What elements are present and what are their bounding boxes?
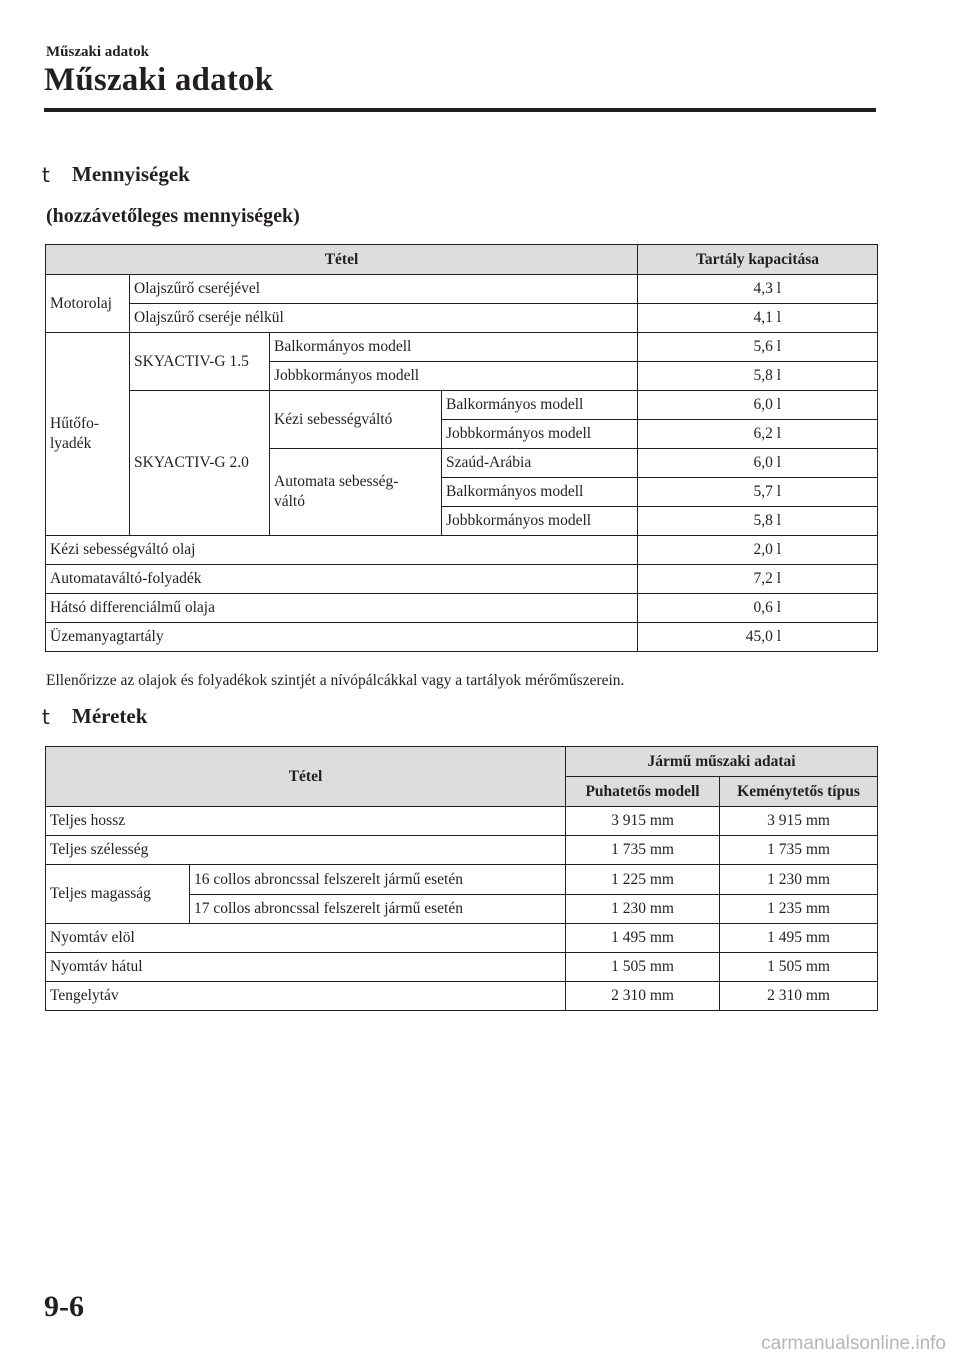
capacities-subheading: (hozzávetőleges mennyiségek): [46, 205, 300, 227]
g20-auto-rhd-value: 5,8 l: [638, 507, 878, 536]
table-row: [46, 304, 878, 333]
table-row: [46, 807, 878, 836]
table-row: [46, 836, 878, 865]
height-r16-label: 16 collos abroncssal felszerelt jármű esetén: [190, 865, 566, 895]
height-r17-soft: 1 230 mm: [566, 895, 720, 924]
track-rear-hard: 1 505 mm: [720, 953, 878, 982]
dimensions-heading: [42, 704, 147, 729]
height-r16-soft: 1 225 mm: [566, 865, 720, 895]
breadcrumb: Műszaki adatok: [46, 44, 149, 60]
g20-auto-lhd-value: 5,7 l: [638, 478, 878, 507]
header-item: Tétel: [46, 245, 638, 275]
engine-oil-label: Motorolaj: [46, 275, 130, 333]
table-row: [46, 275, 878, 304]
header-vehicle-specs: Jármű műszaki adatai: [566, 747, 878, 777]
capacities-note: Ellenőrizze az olajok és folyadékok szintjét a nívópálcákkal vagy a tartályok mérőműszerein.: [46, 672, 625, 689]
track-rear-label: Nyomtáv hátul: [46, 953, 566, 982]
other-value: 45,0 l: [638, 623, 878, 652]
coolant-label: Hűtőfo- lyadék: [46, 333, 130, 536]
header-item: Tétel: [46, 747, 566, 807]
g20-manual-rhd-value: 6,2 l: [638, 420, 878, 449]
track-front-hard: 1 495 mm: [720, 924, 878, 953]
g15-rhd: Jobbkormányos modell: [270, 362, 638, 391]
section-marker-icon: t: [42, 704, 50, 729]
table-row: [46, 333, 878, 362]
g20-manual-label: Kézi sebességváltó: [270, 391, 442, 449]
track-rear-soft: 1 505 mm: [566, 953, 720, 982]
table-row: [46, 594, 878, 623]
wheelbase-soft: 2 310 mm: [566, 982, 720, 1011]
height-r17-hard: 1 235 mm: [720, 895, 878, 924]
width-hard: 1 735 mm: [720, 836, 878, 865]
other-label: Kézi sebességváltó olaj: [46, 536, 638, 565]
table-row: [46, 391, 878, 420]
table-row: [46, 924, 878, 953]
capacities-heading: [42, 162, 190, 187]
g15-rhd-value: 5,8 l: [638, 362, 878, 391]
track-front-label: Nyomtáv elöl: [46, 924, 566, 953]
header-capacity: Tartály kapacitása: [638, 245, 878, 275]
other-label: Automataváltó-folyadék: [46, 565, 638, 594]
page-title: Műszaki adatok: [44, 62, 274, 98]
table-row: [46, 953, 878, 982]
width-label: Teljes szélesség: [46, 836, 566, 865]
wheelbase-hard: 2 310 mm: [720, 982, 878, 1011]
g20-auto-saudi-value: 6,0 l: [638, 449, 878, 478]
header-hard-top: Keménytetős típus: [720, 777, 878, 807]
section-marker-icon: t: [42, 162, 50, 187]
oil-with-filter: Olajszűrő cseréjével: [130, 275, 638, 304]
title-divider: [44, 108, 876, 112]
g20-manual-lhd-value: 6,0 l: [638, 391, 878, 420]
height-label: Teljes magasság: [46, 865, 190, 924]
length-label: Teljes hossz: [46, 807, 566, 836]
table-row: [46, 623, 878, 652]
g20-auto-label: Automata sebesség- váltó: [270, 449, 442, 536]
oil-with-filter-value: 4,3 l: [638, 275, 878, 304]
length-soft: 3 915 mm: [566, 807, 720, 836]
table-header-row: [46, 245, 878, 275]
g20-auto-rhd: Jobbkormányos modell: [442, 507, 638, 536]
height-r16-hard: 1 230 mm: [720, 865, 878, 895]
capacities-heading-text: Mennyiségek: [72, 162, 190, 186]
header-soft-top: Puhatetős modell: [566, 777, 720, 807]
other-value: 7,2 l: [638, 565, 878, 594]
width-soft: 1 735 mm: [566, 836, 720, 865]
watermark: carmanualsonline.info: [761, 1333, 946, 1354]
dimensions-table: [45, 746, 878, 1011]
other-value: 0,6 l: [638, 594, 878, 623]
g20-auto-saudi: Szaúd-Arábia: [442, 449, 638, 478]
table-row: [46, 565, 878, 594]
other-value: 2,0 l: [638, 536, 878, 565]
dimensions-heading-text: Méretek: [72, 704, 148, 728]
g15-label: SKYACTIV-G 1.5: [130, 333, 270, 391]
table-row: [46, 865, 878, 895]
g20-manual-rhd: Jobbkormányos modell: [442, 420, 638, 449]
g20-auto-lhd: Balkormányos modell: [442, 478, 638, 507]
wheelbase-label: Tengelytáv: [46, 982, 566, 1011]
capacities-table: [45, 244, 878, 652]
table-header-row: [46, 747, 878, 777]
height-r17-label: 17 collos abroncssal felszerelt jármű esetén: [190, 895, 566, 924]
g15-lhd-value: 5,6 l: [638, 333, 878, 362]
track-front-soft: 1 495 mm: [566, 924, 720, 953]
g20-manual-lhd: Balkormányos modell: [442, 391, 638, 420]
g15-lhd: Balkormányos modell: [270, 333, 638, 362]
g20-label: SKYACTIV-G 2.0: [130, 391, 270, 536]
other-label: Hátsó differenciálmű olaja: [46, 594, 638, 623]
table-row: [46, 982, 878, 1011]
length-hard: 3 915 mm: [720, 807, 878, 836]
oil-without-filter: Olajszűrő cseréje nélkül: [130, 304, 638, 333]
other-label: Üzemanyagtartály: [46, 623, 638, 652]
table-row: [46, 536, 878, 565]
oil-without-filter-value: 4,1 l: [638, 304, 878, 333]
page-number: 9-6: [44, 1290, 84, 1323]
